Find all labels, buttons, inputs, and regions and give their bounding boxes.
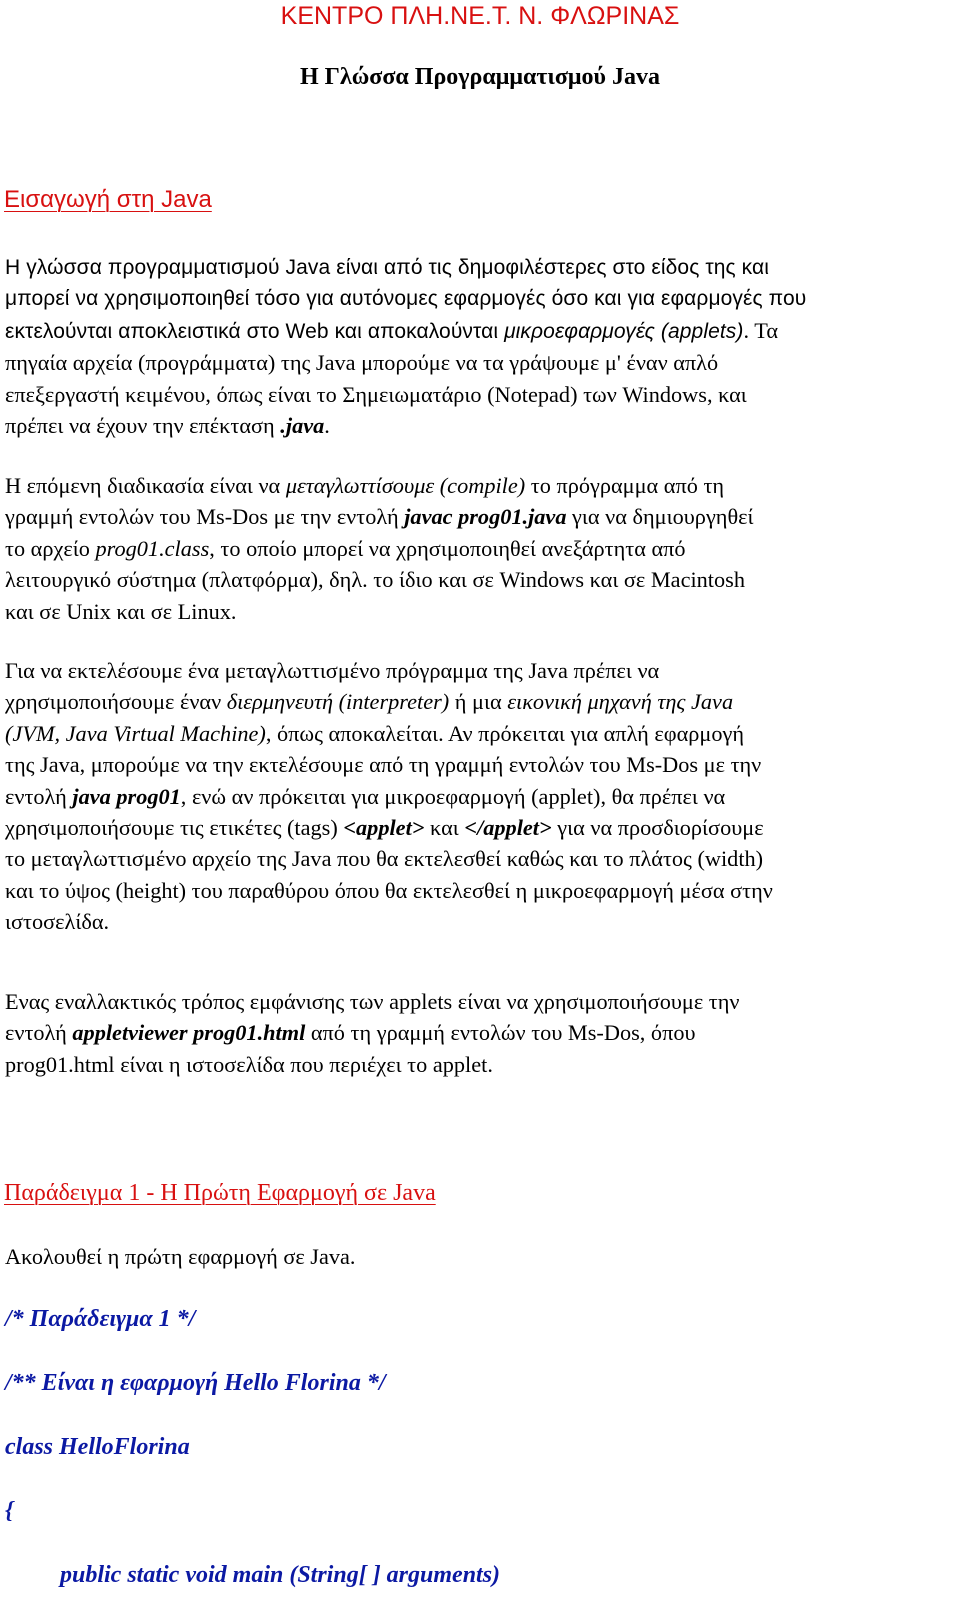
applet-close-tag: </applet> <box>464 815 552 841</box>
code-doc-comment-line: /** Είναι η εφαρμογή Hello Florina */ <box>5 1370 386 1396</box>
text-line: Ενας εναλλακτικός τρόπος εμφάνισης των applets είναι να χρησιμοποιήσουμε την <box>5 989 740 1014</box>
text-line <box>5 501 957 532</box>
class-file-term: prog01.class <box>95 535 210 561</box>
text-run: χρησιμοποιήσουμε έναν <box>5 689 227 715</box>
text-run: εκτελούνται αποκλειστικά στο Web και αποκαλούνται <box>5 319 505 343</box>
intro-paragraph-3 <box>5 655 957 938</box>
text-run: πρέπει να έχουν την επέκταση <box>5 413 281 439</box>
page-title: Η Γλώσσα Προγραμματισμού Java <box>300 64 660 90</box>
text-run: και <box>424 815 465 841</box>
java-extension: .java <box>280 413 325 439</box>
intro-paragraph-1 <box>5 252 957 441</box>
text-run: το πρόγραμμα από τη <box>525 473 725 498</box>
example-intro-text: Ακολουθεί η πρώτη εφαρμογή σε Java. <box>5 1244 356 1269</box>
text-run: ή μια <box>449 689 508 715</box>
javac-command: javac prog01.java <box>404 504 567 530</box>
applets-term: μικροεφαρμογές (applets) <box>504 319 744 343</box>
text-run: , ενώ αν πρόκειται για μικροεφαρμογή (applet), θα πρέπει να <box>180 783 726 809</box>
text-line <box>5 718 957 749</box>
organization-header: ΚΕΝΤΡΟ ΠΛΗ.ΝΕ.Τ. Ν. ΦΛΩΡΙΝΑΣ <box>280 2 680 30</box>
text-line: της Java, μπορούμε να την εκτελέσουμε από τη γραμμή εντολών του Ms-Dos με την <box>5 752 762 778</box>
text-line: πηγαία αρχεία (προγράμματα) της Java μπορούμε να τα γράψουμε μ' έναν απλό <box>5 350 719 376</box>
intro-paragraph-4 <box>5 986 957 1080</box>
text-run: Η επόμενη διαδικασία είναι να <box>5 473 286 498</box>
text-run: γραμμή εντολών του Ms-Dos με την εντολή <box>5 504 405 530</box>
text-line <box>5 686 957 717</box>
appletviewer-command: appletviewer prog01.html <box>72 1020 306 1046</box>
virtual-machine-term: εικονική μηχανή της Java <box>507 689 734 715</box>
text-line <box>5 812 957 843</box>
text-line: ιστοσελίδα. <box>5 909 110 935</box>
text-run: , όπως αποκαλείται. Αν πρόκειται για απλή εφαρμογή <box>265 720 745 746</box>
text-line: μπορεί να χρησιμοποιηθεί τόσο για αυτόνομες εφαρμογές όσο και για εφαρμογές που <box>5 287 807 311</box>
text-line <box>5 315 957 347</box>
text-line <box>5 410 957 441</box>
code-main-method: public static void main (String[ ] arguments) <box>60 1562 501 1588</box>
java-command: java prog01 <box>72 783 181 809</box>
text-line: επεξεργαστή κειμένου, όπως είναι το Σημειωματάριο (Notepad) των Windows, και <box>5 381 747 407</box>
interpreter-term: διερμηνευτή (interpreter) <box>226 689 450 715</box>
text-run: από τη γραμμή εντολών του Ms-Dos, όπου <box>305 1020 696 1046</box>
applet-open-tag: <applet> <box>343 815 425 841</box>
text-line: και το ύψος (height) του παραθύρου όπου θα εκτελεσθεί η μικροεφαρμογή μέσα στην <box>5 877 773 903</box>
text-run: εντολή <box>5 1020 73 1046</box>
text-line: το μεταγλωττισμένο αρχείο της Java που θα εκτελεσθεί καθώς και το πλάτος (width) <box>5 846 764 872</box>
text-run: για να προσδιορίσουμε <box>551 815 764 841</box>
text-run: . Τα <box>743 317 779 343</box>
text-run: . <box>324 413 330 439</box>
text-line: prog01.html είναι η ιστοσελίδα που περιέχει το applet. <box>5 1051 493 1077</box>
text-line <box>5 470 957 501</box>
code-comment-line: /* Παράδειγμα 1 */ <box>5 1306 196 1332</box>
text-line <box>5 1017 957 1048</box>
text-line: λειτουργικό σύστημα (πλατφόρμα), δηλ. το ίδιο και σε Windows και σε Macintosh <box>5 567 745 593</box>
text-run: χρησιμοποιήσουμε τις ετικέτες (tags) <box>5 815 344 841</box>
code-class-declaration: class HelloFlorina <box>5 1434 190 1460</box>
intro-paragraph-2 <box>5 470 957 627</box>
text-run: , το οποίο μπορεί να χρησιμοποιηθεί ανεξάρτητα από <box>209 535 686 561</box>
compile-term: μεταγλωττίσουμε (compile) <box>285 473 526 498</box>
text-line: Για να εκτελέσουμε ένα μεταγλωττισμένο πρόγραμμα της Java πρέπει να <box>5 658 660 683</box>
text-line <box>5 533 957 564</box>
text-line: Η γλώσσα προγραμματισμού Java είναι από τις δημοφιλέστερες στο είδος της και <box>5 256 770 279</box>
section-heading-example-1[interactable]: Παράδειγμα 1 - Η Πρώτη Εφαρμογή σε Java <box>4 1180 436 1206</box>
text-line: και σε Unix και σε Linux. <box>5 598 237 624</box>
jvm-term: (JVM, Java Virtual Machine) <box>5 720 266 746</box>
section-heading-introduction[interactable]: Εισαγωγή στη Java <box>4 186 212 213</box>
text-run: εντολή <box>5 783 73 809</box>
text-line <box>5 781 957 812</box>
text-run: το αρχείο <box>5 535 96 561</box>
text-run: για να δημιουργηθεί <box>566 504 754 530</box>
code-open-brace: { <box>5 1498 14 1524</box>
